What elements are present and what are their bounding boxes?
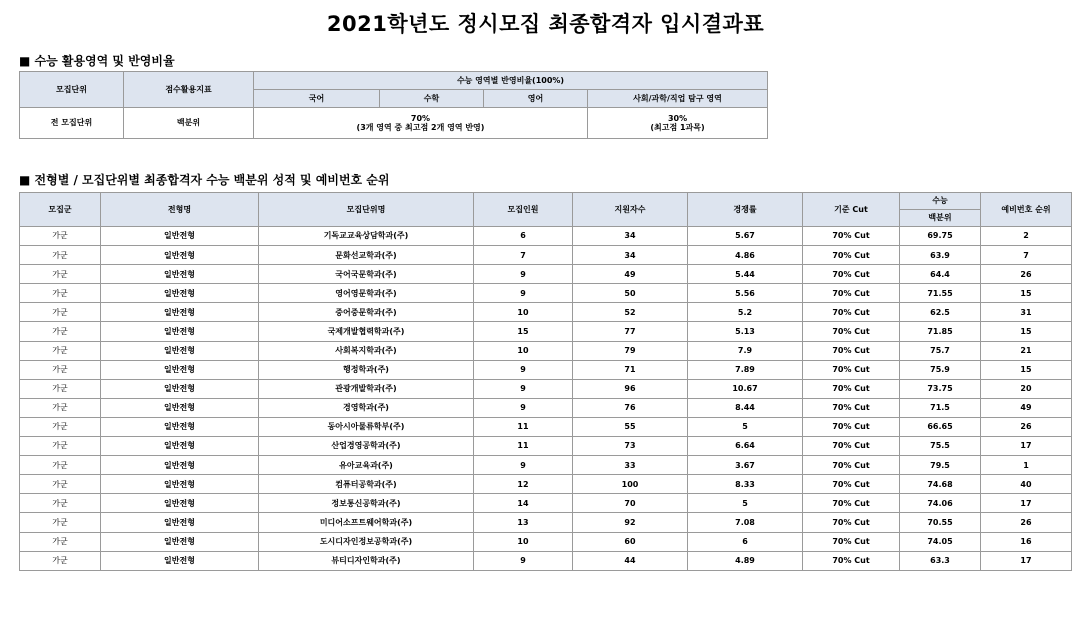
cell-group: 가군	[20, 532, 101, 551]
main-ratio-value: 70%	[410, 113, 431, 123]
cell-percentile: 75.5	[900, 437, 981, 456]
cell-percentile: 75.9	[900, 360, 981, 379]
cell-group: 가군	[20, 417, 101, 436]
cell-applicants: 92	[573, 513, 688, 532]
header-group: 모집군	[20, 193, 101, 227]
cell-group: 가군	[20, 551, 101, 570]
cell-waitlist: 15	[981, 284, 1072, 303]
cell-basis: 70% Cut	[803, 360, 900, 379]
cell-group: 가군	[20, 475, 101, 494]
cell-percentile: 75.7	[900, 341, 981, 360]
cell-applicants: 73	[573, 437, 688, 456]
cell-percentile: 70.55	[900, 513, 981, 532]
cell-basis: 70% Cut	[803, 551, 900, 570]
cell-dept: 미디어소프트웨어학과(주)	[259, 513, 474, 532]
cell-basis: 70% Cut	[803, 398, 900, 417]
cell-group: 가군	[20, 360, 101, 379]
table-row	[20, 513, 1072, 532]
table-row	[20, 360, 1072, 379]
table-row	[20, 265, 1072, 284]
cell-quota: 9	[474, 456, 573, 475]
cell-dept: 기독교교육상담학과(주)	[259, 227, 474, 246]
cell-basis: 70% Cut	[803, 532, 900, 551]
cell-quota: 15	[474, 322, 573, 341]
cell-ratio: 7.9	[688, 341, 803, 360]
cell-type: 일반전형	[101, 246, 259, 265]
cell-ratio: 6	[688, 532, 803, 551]
cell-waitlist: 26	[981, 513, 1072, 532]
results-table	[19, 192, 1072, 571]
inquiry-ratio-note: (최고점 1과목)	[650, 123, 705, 132]
header-dept: 모집단위명	[259, 193, 474, 227]
cell-group: 가군	[20, 303, 101, 322]
table-row	[20, 227, 1072, 246]
cell-dept: 동아시아물류학부(주)	[259, 417, 474, 436]
table-row	[20, 284, 1072, 303]
cell-type: 일반전형	[101, 456, 259, 475]
cell-type: 일반전형	[101, 494, 259, 513]
cell-applicants: 100	[573, 475, 688, 494]
cell-basis: 70% Cut	[803, 227, 900, 246]
header-unit: 모집단위	[20, 72, 124, 108]
cell-basis: 70% Cut	[803, 322, 900, 341]
cell-type: 일반전형	[101, 417, 259, 436]
cell-basis: 70% Cut	[803, 341, 900, 360]
cell-ratio: 7.08	[688, 513, 803, 532]
cell-waitlist: 7	[981, 246, 1072, 265]
cell-quota: 9	[474, 379, 573, 398]
cell-quota: 11	[474, 417, 573, 436]
cell-percentile: 66.65	[900, 417, 981, 436]
cell-type: 일반전형	[101, 513, 259, 532]
cell-index: 백분위	[124, 108, 254, 139]
cell-dept: 국제개발협력학과(주)	[259, 322, 474, 341]
table-row	[20, 303, 1072, 322]
cell-dept: 영어영문학과(주)	[259, 284, 474, 303]
cell-dept: 중어중문학과(주)	[259, 303, 474, 322]
cell-waitlist: 31	[981, 303, 1072, 322]
cell-applicants: 76	[573, 398, 688, 417]
cell-dept: 산업경영공학과(주)	[259, 437, 474, 456]
header-math: 수학	[380, 90, 484, 108]
header-percentile: 백분위	[900, 210, 981, 227]
cell-ratio: 4.89	[688, 551, 803, 570]
cell-type: 일반전형	[101, 227, 259, 246]
cell-quota: 12	[474, 475, 573, 494]
cell-percentile: 63.9	[900, 246, 981, 265]
header-english: 영어	[484, 90, 588, 108]
cell-percentile: 79.5	[900, 456, 981, 475]
cell-percentile: 71.55	[900, 284, 981, 303]
header-ratio: 경쟁률	[688, 193, 803, 227]
cell-ratio: 5.56	[688, 284, 803, 303]
cell-applicants: 77	[573, 322, 688, 341]
cell-dept: 유아교육과(주)	[259, 456, 474, 475]
cell-basis: 70% Cut	[803, 513, 900, 532]
cell-basis: 70% Cut	[803, 379, 900, 398]
cell-waitlist: 2	[981, 227, 1072, 246]
cell-type: 일반전형	[101, 303, 259, 322]
table-row	[20, 379, 1072, 398]
cell-percentile: 74.05	[900, 532, 981, 551]
cell-waitlist: 21	[981, 341, 1072, 360]
cell-ratio: 5.44	[688, 265, 803, 284]
cell-ratio: 8.33	[688, 475, 803, 494]
cell-percentile: 63.3	[900, 551, 981, 570]
cell-basis: 70% Cut	[803, 494, 900, 513]
cell-unit: 전 모집단위	[20, 108, 124, 139]
cell-basis: 70% Cut	[803, 437, 900, 456]
cell-main-ratio	[254, 108, 588, 139]
cell-basis: 70% Cut	[803, 284, 900, 303]
cell-percentile: 74.06	[900, 494, 981, 513]
cell-waitlist: 1	[981, 456, 1072, 475]
cell-inquiry-ratio	[588, 108, 768, 139]
cell-waitlist: 20	[981, 379, 1072, 398]
cell-group: 가군	[20, 341, 101, 360]
cell-quota: 11	[474, 437, 573, 456]
header-ratio-group: 수능 영역별 반영비율(100%)	[254, 72, 768, 90]
cell-percentile: 62.5	[900, 303, 981, 322]
header-suneung: 수능	[900, 193, 981, 210]
header-type: 전형명	[101, 193, 259, 227]
cell-type: 일반전형	[101, 265, 259, 284]
cell-percentile: 71.85	[900, 322, 981, 341]
table-row	[20, 417, 1072, 436]
cell-applicants: 79	[573, 341, 688, 360]
cell-percentile: 73.75	[900, 379, 981, 398]
cell-dept: 컴퓨터공학과(주)	[259, 475, 474, 494]
suneung-ratio-table	[19, 71, 768, 139]
cell-type: 일반전형	[101, 475, 259, 494]
cell-percentile: 69.75	[900, 227, 981, 246]
cell-type: 일반전형	[101, 379, 259, 398]
cell-dept: 관광개발학과(주)	[259, 379, 474, 398]
main-ratio-note: (3개 영역 중 최고점 2개 영역 반영)	[356, 123, 485, 132]
cell-quota: 9	[474, 265, 573, 284]
section-heading-results: ■ 전형별 / 모집단위별 최종합격자 수능 백분위 성적 및 예비번호 순위	[19, 173, 390, 187]
inquiry-ratio-value: 30%	[667, 113, 688, 123]
cell-waitlist: 49	[981, 398, 1072, 417]
cell-waitlist: 17	[981, 494, 1072, 513]
table-row	[20, 341, 1072, 360]
cell-applicants: 96	[573, 379, 688, 398]
section-heading-suneung-ratio: ■ 수능 활용영역 및 반영비율	[19, 54, 175, 68]
cell-basis: 70% Cut	[803, 417, 900, 436]
cell-quota: 9	[474, 284, 573, 303]
cell-group: 가군	[20, 265, 101, 284]
cell-applicants: 44	[573, 551, 688, 570]
table-row	[20, 456, 1072, 475]
page-title: 2021학년도 정시모집 최종합격자 입시결과표	[326, 12, 765, 36]
cell-type: 일반전형	[101, 322, 259, 341]
cell-dept: 정보통신공학과(주)	[259, 494, 474, 513]
cell-quota: 6	[474, 227, 573, 246]
cell-percentile: 74.68	[900, 475, 981, 494]
cell-dept: 문화선교학과(주)	[259, 246, 474, 265]
cell-waitlist: 15	[981, 360, 1072, 379]
cell-ratio: 5	[688, 494, 803, 513]
header-basis: 기준 Cut	[803, 193, 900, 227]
cell-group: 가군	[20, 379, 101, 398]
table-row	[20, 246, 1072, 265]
cell-group: 가군	[20, 322, 101, 341]
cell-quota: 9	[474, 360, 573, 379]
cell-basis: 70% Cut	[803, 475, 900, 494]
cell-group: 가군	[20, 437, 101, 456]
table-row	[20, 398, 1072, 417]
cell-basis: 70% Cut	[803, 265, 900, 284]
cell-group: 가군	[20, 246, 101, 265]
cell-applicants: 34	[573, 227, 688, 246]
cell-applicants: 33	[573, 456, 688, 475]
header-applicants: 지원자수	[573, 193, 688, 227]
cell-dept: 행정학과(주)	[259, 360, 474, 379]
cell-applicants: 70	[573, 494, 688, 513]
cell-quota: 10	[474, 532, 573, 551]
cell-quota: 9	[474, 398, 573, 417]
table-row	[20, 322, 1072, 341]
cell-group: 가군	[20, 456, 101, 475]
cell-quota: 14	[474, 494, 573, 513]
cell-waitlist: 40	[981, 475, 1072, 494]
cell-waitlist: 16	[981, 532, 1072, 551]
table-row	[20, 437, 1072, 456]
cell-quota: 10	[474, 341, 573, 360]
cell-applicants: 50	[573, 284, 688, 303]
cell-waitlist: 26	[981, 265, 1072, 284]
header-inquiry: 사회/과학/직업 탐구 영역	[588, 90, 768, 108]
cell-quota: 7	[474, 246, 573, 265]
cell-waitlist: 17	[981, 437, 1072, 456]
cell-applicants: 49	[573, 265, 688, 284]
cell-waitlist: 26	[981, 417, 1072, 436]
cell-group: 가군	[20, 227, 101, 246]
table-row	[20, 494, 1072, 513]
cell-applicants: 71	[573, 360, 688, 379]
table-row	[20, 551, 1072, 570]
cell-type: 일반전형	[101, 532, 259, 551]
cell-waitlist: 15	[981, 322, 1072, 341]
cell-ratio: 7.89	[688, 360, 803, 379]
cell-type: 일반전형	[101, 437, 259, 456]
cell-ratio: 6.64	[688, 437, 803, 456]
cell-applicants: 55	[573, 417, 688, 436]
cell-type: 일반전형	[101, 360, 259, 379]
cell-percentile: 71.5	[900, 398, 981, 417]
cell-type: 일반전형	[101, 398, 259, 417]
cell-ratio: 10.67	[688, 379, 803, 398]
cell-type: 일반전형	[101, 341, 259, 360]
cell-ratio: 8.44	[688, 398, 803, 417]
cell-percentile: 64.4	[900, 265, 981, 284]
header-index: 점수활용지표	[124, 72, 254, 108]
cell-type: 일반전형	[101, 284, 259, 303]
cell-waitlist: 17	[981, 551, 1072, 570]
table-row	[20, 475, 1072, 494]
cell-quota: 9	[474, 551, 573, 570]
results-table-body	[20, 227, 1072, 571]
cell-ratio: 4.86	[688, 246, 803, 265]
cell-ratio: 5	[688, 417, 803, 436]
cell-dept: 경영학과(주)	[259, 398, 474, 417]
cell-basis: 70% Cut	[803, 303, 900, 322]
cell-group: 가군	[20, 284, 101, 303]
table-row	[20, 532, 1072, 551]
cell-applicants: 60	[573, 532, 688, 551]
cell-basis: 70% Cut	[803, 246, 900, 265]
cell-ratio: 5.67	[688, 227, 803, 246]
cell-group: 가군	[20, 398, 101, 417]
cell-applicants: 34	[573, 246, 688, 265]
cell-quota: 10	[474, 303, 573, 322]
cell-group: 가군	[20, 494, 101, 513]
cell-quota: 13	[474, 513, 573, 532]
cell-basis: 70% Cut	[803, 456, 900, 475]
cell-dept: 사회복지학과(주)	[259, 341, 474, 360]
cell-applicants: 52	[573, 303, 688, 322]
cell-dept: 도시디자인정보공학과(주)	[259, 532, 474, 551]
cell-ratio: 5.13	[688, 322, 803, 341]
cell-group: 가군	[20, 513, 101, 532]
cell-dept: 국어국문학과(주)	[259, 265, 474, 284]
header-korean: 국어	[254, 90, 380, 108]
cell-ratio: 5.2	[688, 303, 803, 322]
cell-dept: 뷰티디자인학과(주)	[259, 551, 474, 570]
cell-ratio: 3.67	[688, 456, 803, 475]
header-waitlist: 예비번호 순위	[981, 193, 1072, 227]
cell-type: 일반전형	[101, 551, 259, 570]
header-quota: 모집인원	[474, 193, 573, 227]
